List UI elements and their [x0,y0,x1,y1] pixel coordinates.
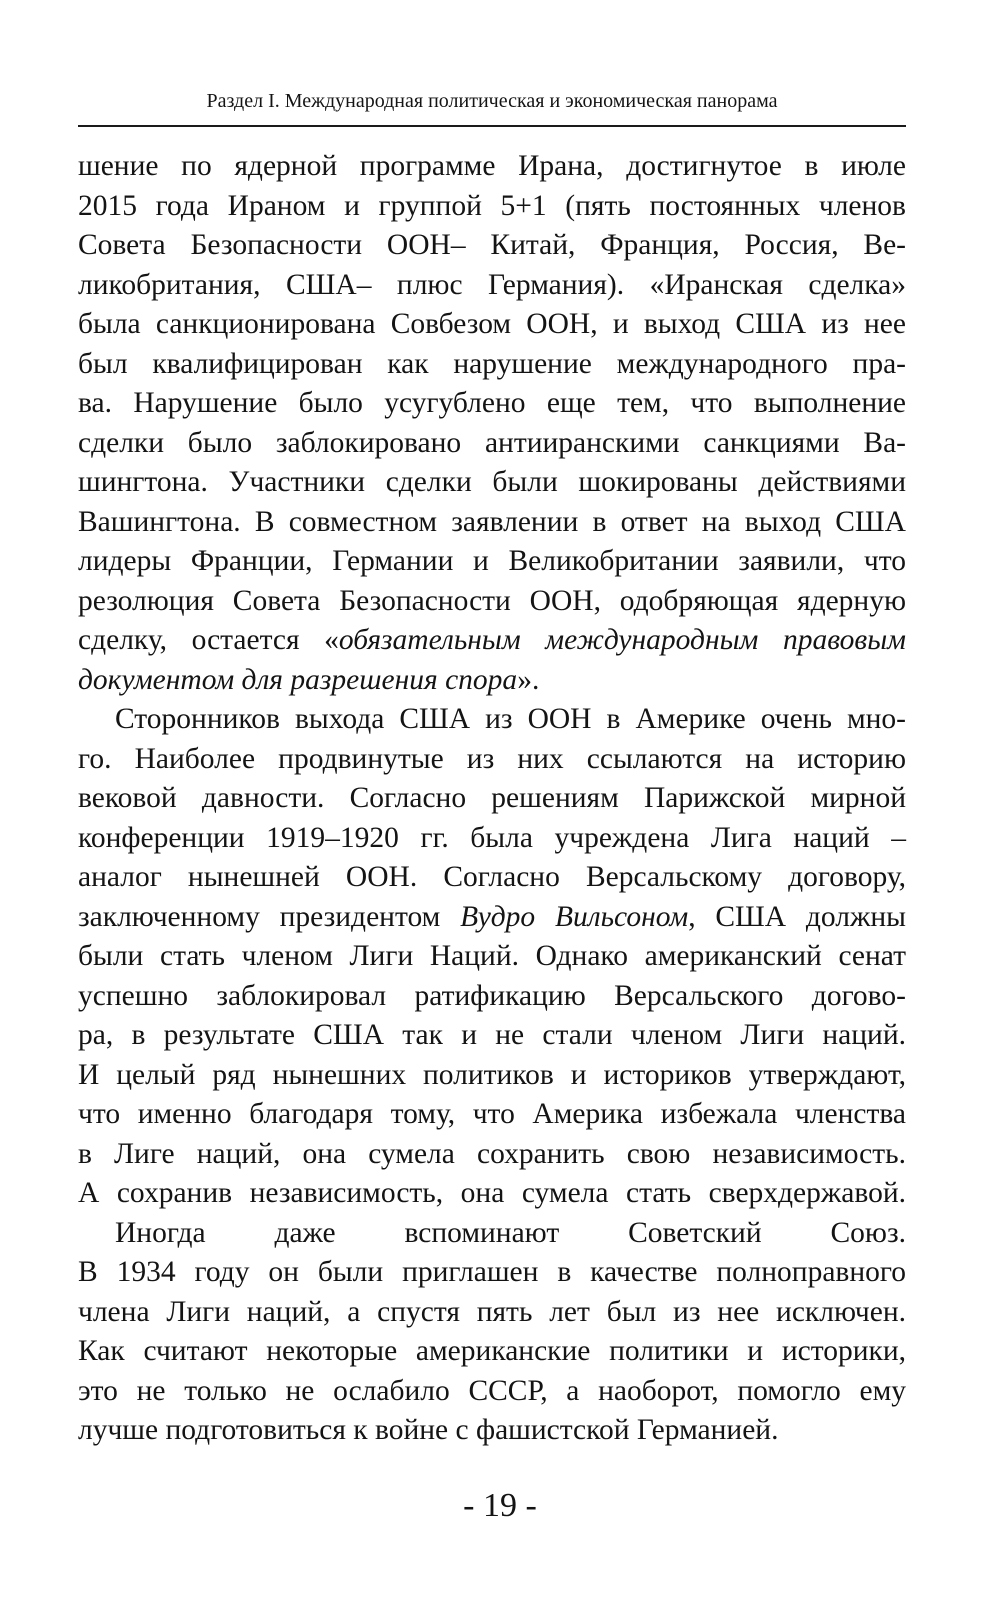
line-text: заключенному президентом [78,900,461,933]
text-line-quote-start [78,621,906,661]
italic-quote: обязательным международным правовым [338,624,906,656]
italic-name: Вудро Вильсоном [460,900,689,933]
text-line: шение по ядерной программе Ирана, достигнутое в июле [78,150,906,182]
header-divider [78,125,906,127]
text-line: что именно благодаря тому, что Америка избежала членства [78,1098,906,1130]
text-line: И целый ряд нынешних политиков и историков утверждают, [78,1058,906,1091]
text-line: А сохранив независимость, она сумела стать сверхдержавой. [78,1177,906,1209]
text-line: ва. Нарушение было усугублено еще тем, что выполнение [78,387,906,419]
text-line: вековой давности. Согласно решениям Парижской мирной [78,782,906,814]
text-line: Вашингтона. В совместном заявлении в ответ на выход США [78,505,906,538]
text-line: сделки было заблокировано антииранскими санкциями Ва- [78,426,906,459]
text-line: Как считают некоторые американские политики и историки, [78,1335,906,1367]
text-line: аналог нынешней ООН. Согласно Версальскому договору, [78,861,906,893]
text-line: это не только не ослабило СССР, а наоборот, помогло ему [78,1374,906,1407]
text-line: в Лиге наций, она сумела сохранить свою независимость. [78,1137,906,1170]
line-text: ». [517,663,540,696]
text-line: Иногда даже вспоминают Советский Союз. [115,1216,906,1249]
text-line-quote-end [78,661,906,701]
text-line: го. Наиболее продвинутые из них ссылаются на историю [78,742,906,775]
text-line: Совета Безопасности ООН– Китай, Франция, Россия, Ве- [78,229,906,261]
text-line: 2015 года Ираном и группой 5+1 (пять постоянных членов [78,189,906,222]
text-line: лидеры Франции, Германии и Великобритании заявили, что [78,545,906,577]
page-number: - 19 - [463,1487,537,1524]
text-line: резолюция Совета Безопасности ООН, одобряющая ядерную [78,584,906,617]
text-line: успешно заблокировал ратификацию Версальского догово- [78,979,906,1012]
italic-quote: документом для разрешения спора [78,663,518,696]
text-line-with-name [78,898,906,938]
text-line: ра, в результате США так и не стали членом Лиги наций. [78,1019,906,1051]
text-line: шингтона. Участники сделки были шокированы действиями [78,466,906,498]
line-text: , США должны [688,900,906,933]
running-header: Раздел I. Международная политическая и экономическая панорама [206,90,778,112]
body-text [78,147,906,1451]
text-line: были стать членом Лиги Наций. Однако американский сенат [78,940,906,972]
line-text: сделку, остается « [78,624,339,656]
text-line: ликобритания, США– плюс Германия). «Иранская сделка» [78,268,906,301]
text-line: члена Лиги наций, а спустя пять лет был из нее исключен. [78,1295,906,1328]
text-line: В 1934 году он были приглашен в качестве полноправного [78,1256,906,1288]
text-line: был квалифицирован как нарушение международного пра- [78,347,906,380]
text-line: была санкционирована Совбезом ООН, и выход США из нее [78,308,906,340]
text-line: лучше подготовиться к войне с фашистской Германией. [78,1414,779,1446]
text-line: Сторонников выхода США из ООН в Америке очень мно- [115,703,906,735]
text-line: конференции 1919–1920 гг. была учреждена Лига наций – [78,821,906,854]
